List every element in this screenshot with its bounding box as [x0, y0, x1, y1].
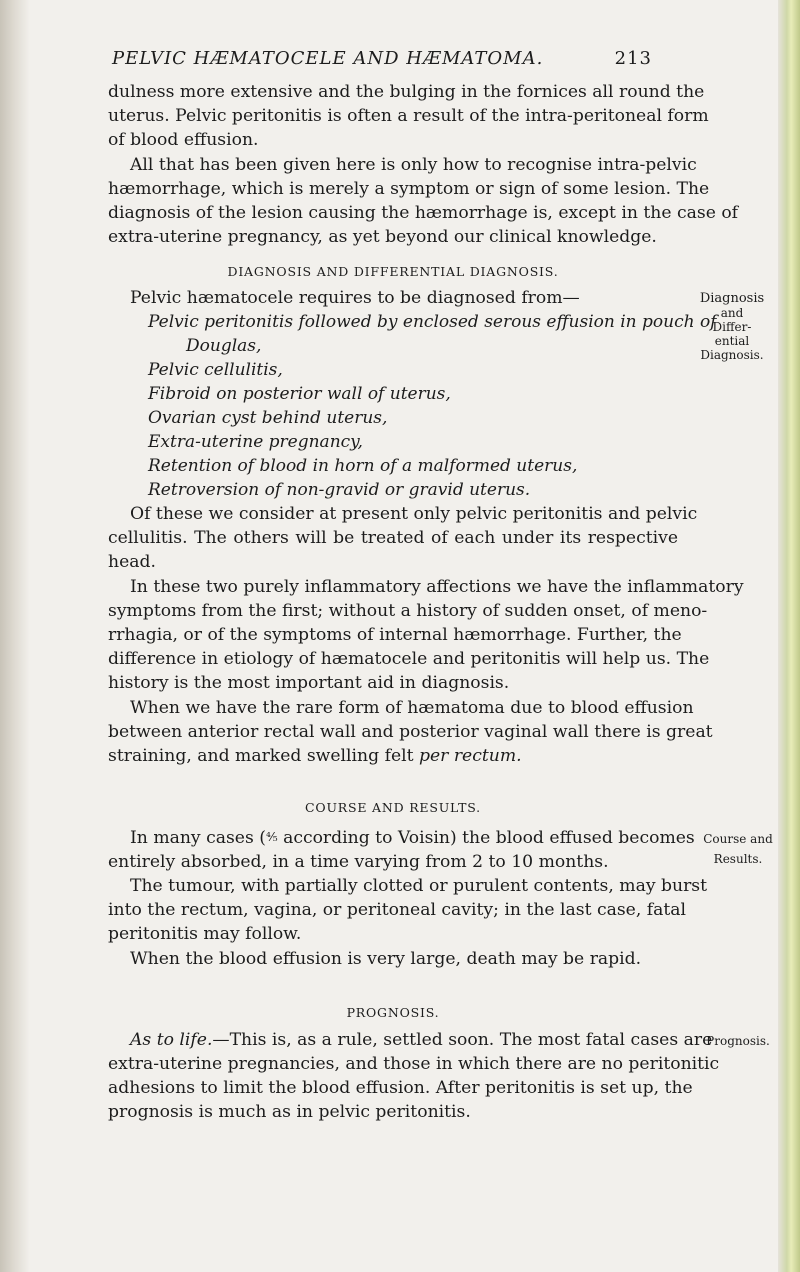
- diagnosis-list-item: Ovarian cyst behind uterus,: [148, 408, 388, 428]
- body-line: [130, 1030, 712, 1050]
- page-edge: [778, 0, 800, 1272]
- margin-note-line: Differ-: [712, 320, 752, 334]
- diagnosis-list-item: Retroversion of non-gravid or gravid uterus.: [148, 480, 531, 500]
- diagnosis-list-item: Extra-uterine pregnancy,: [148, 432, 363, 452]
- margin-note-line: ential: [714, 334, 750, 348]
- margin-note-line: Results.: [713, 852, 763, 866]
- body-line: rrhagia, or of the symptoms of internal hæmorrhage. Further, the: [108, 625, 682, 645]
- body-line: into the rectum, vagina, or peritoneal cavity; in the last case, fatal: [108, 900, 687, 920]
- margin-note-diagnosis: [692, 292, 772, 362]
- body-line: difference in etiology of hæmatocele and peritonitis will help us. The: [108, 649, 710, 669]
- body-text: according to Voisin) the blood effused becomes: [277, 828, 695, 848]
- body-line: symptoms from the first; without a history of sudden onset, of meno-: [108, 601, 708, 621]
- body-line: uterus. Pelvic peritonitis is often a result of the intra-peritoneal form: [108, 106, 709, 126]
- diagnosis-list-item: Pelvic cellulitis,: [148, 360, 283, 380]
- page-gutter-shadow: [0, 0, 30, 1272]
- body-line: diagnosis of the lesion causing the hæmorrhage is, except in the case of: [108, 203, 739, 223]
- margin-note-line: Course and: [703, 832, 773, 846]
- body-line: extra-uterine pregnancies, and those in which there are no peritonitic: [108, 1054, 720, 1074]
- margin-note-prognosis: [688, 1034, 788, 1048]
- body-line: hæmorrhage, which is merely a symptom or sign of some lesion. The: [108, 179, 710, 199]
- body-line: The tumour, with partially clotted or purulent contents, may burst: [130, 876, 708, 896]
- body-text-italic: per rectum.: [418, 746, 522, 766]
- body-line: of blood effusion.: [108, 130, 259, 150]
- body-line: [130, 828, 695, 848]
- margin-note-line: Prognosis.: [706, 1034, 770, 1048]
- margin-note-line: and: [720, 306, 744, 320]
- body-line: history is the most important aid in diagnosis.: [108, 673, 510, 693]
- diagnosis-lead: Pelvic hæmatocele requires to be diagnosed from—: [130, 288, 580, 308]
- body-text-italic: As to life.: [130, 1030, 213, 1050]
- diagnosis-list-item: Retention of blood in horn of a malformed uterus,: [148, 456, 578, 476]
- body-line: adhesions to limit the blood effusion. After peritonitis is set up, the: [108, 1078, 693, 1098]
- diagnosis-list-item: Douglas,: [186, 336, 262, 356]
- body-line: prognosis is much as in pelvic peritonitis.: [108, 1102, 471, 1122]
- margin-note-line: Diagnosis: [699, 291, 765, 306]
- section-heading-prognosis: PROGNOSIS.: [346, 1005, 440, 1020]
- margin-note-course: [688, 832, 788, 866]
- page-number: 213: [614, 48, 652, 69]
- running-head-title: PELVIC HÆMATOCELE AND HÆMATOMA.: [112, 48, 544, 69]
- diagnosis-list-item: Fibroid on posterior wall of uterus,: [148, 384, 451, 404]
- body-line-last: [108, 746, 522, 766]
- body-text: In many cases (: [130, 828, 266, 848]
- body-line: In these two purely inflammatory affections we have the inflammatory: [130, 577, 744, 597]
- body-line: When the blood effusion is very large, death may be rapid.: [130, 949, 642, 969]
- body-line: extra-uterine pregnancy, as yet beyond our clinical knowledge.: [108, 227, 657, 247]
- section-heading-course: COURSE AND RESULTS.: [305, 800, 481, 815]
- fraction: ⅘: [265, 830, 278, 844]
- body-line: When we have the rare form of hæmatoma due to blood effusion: [130, 698, 694, 718]
- body-text: straining, and marked swelling felt: [108, 746, 414, 766]
- body-line: head.: [108, 552, 156, 572]
- body-line: dulness more extensive and the bulging in the fornices all round the: [108, 82, 705, 102]
- body-line: peritonitis may follow.: [108, 924, 302, 944]
- body-line: All that has been given here is only how to recognise intra-pelvic: [130, 155, 697, 175]
- body-line: between anterior rectal wall and posterior vaginal wall there is great: [108, 722, 713, 742]
- body-line: Of these we consider at present only pelvic peritonitis and pelvic: [130, 504, 698, 524]
- section-heading-diagnosis: DIAGNOSIS AND DIFFERENTIAL DIAGNOSIS.: [227, 264, 559, 279]
- body-text: —This is, as a rule, settled soon. The most fatal cases are: [212, 1030, 713, 1050]
- margin-note-line: Diagnosis.: [700, 348, 764, 362]
- body-line: cellulitis. The others will be treated of each under its respective: [108, 528, 678, 548]
- body-line: entirely absorbed, in a time varying from 2 to 10 months.: [108, 852, 609, 872]
- diagnosis-list-item: Pelvic peritonitis followed by enclosed serous effusion in pouch of: [148, 312, 717, 332]
